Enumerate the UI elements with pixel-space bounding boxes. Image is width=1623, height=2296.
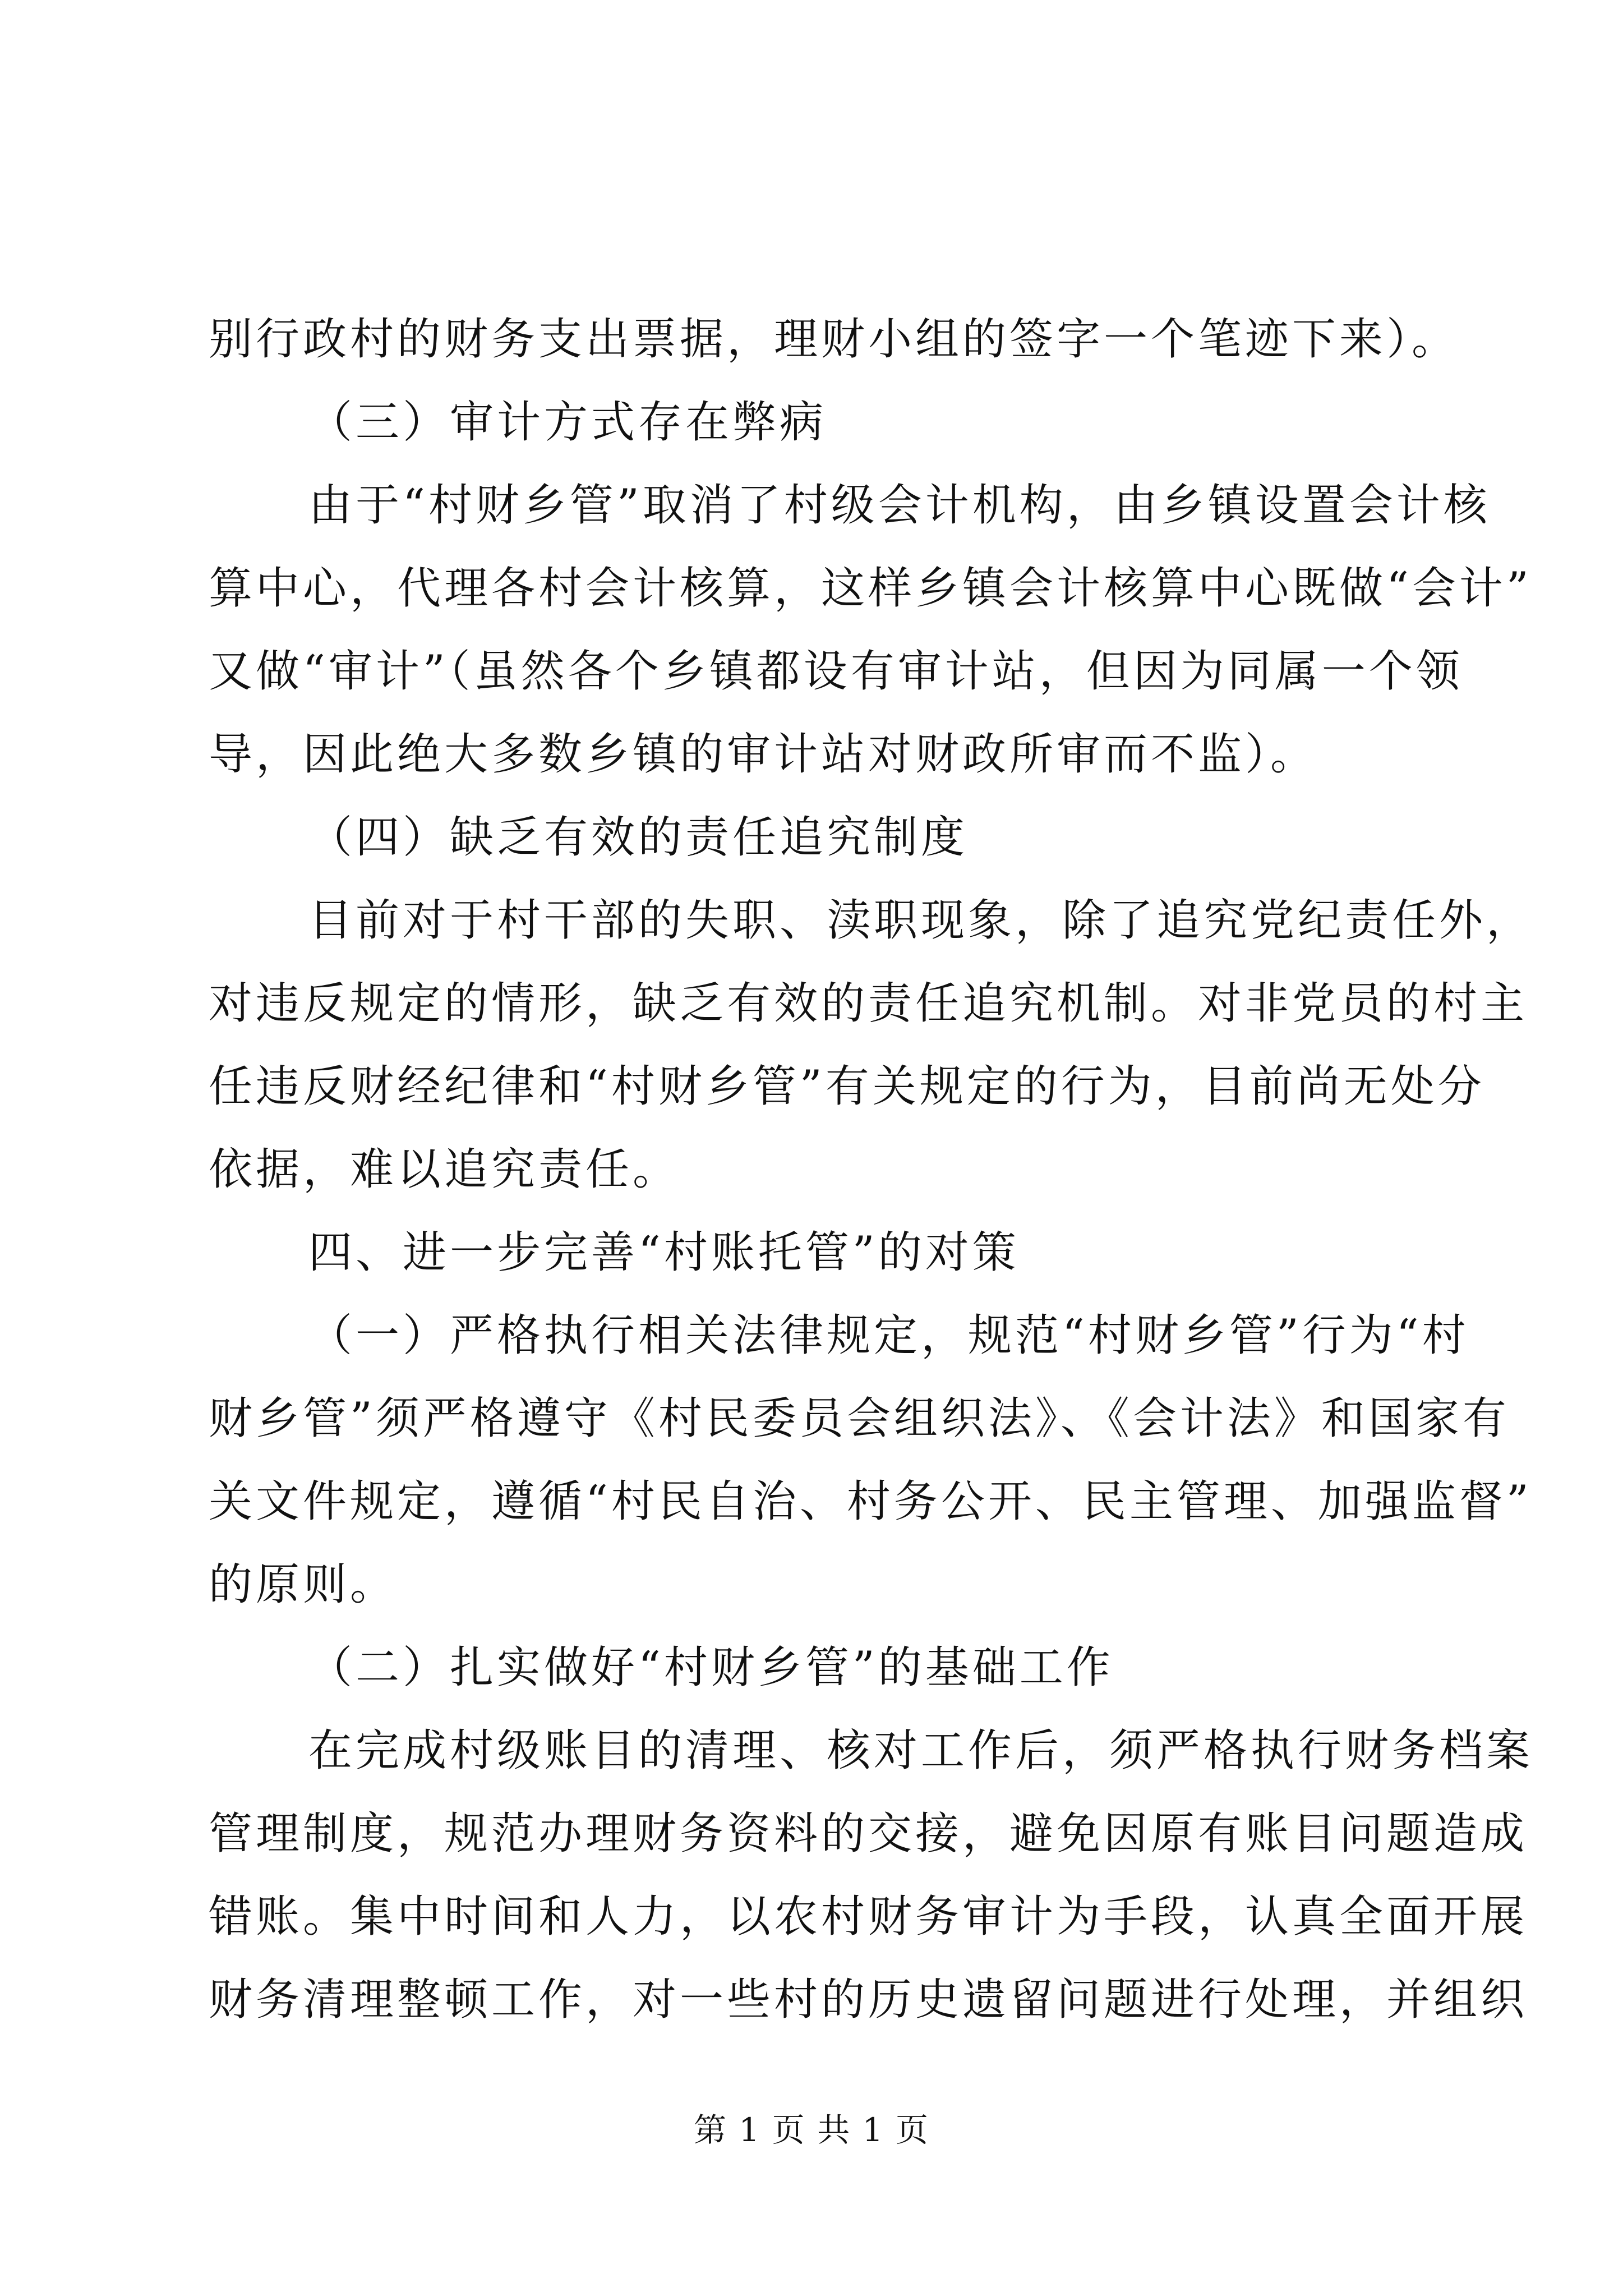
paragraph-line: 别行政村的财务支出票据，理财小组的签字一个笔迹下来）。 [209, 314, 1459, 365]
paragraph-line: 财务清理整顿工作，对一些村的历史遗留问题进行处理，并组织 [209, 1975, 1528, 2025]
section-heading: （四）缺乏有效的责任追究制度 [308, 812, 969, 863]
section-heading: （三）审计方式存在弊病 [308, 397, 827, 448]
paragraph-line: 导，因此绝大多数乡镇的审计站对财政所审而不监）。 [209, 729, 1318, 780]
section-heading: 四、进一步完善“村账托管”的对策 [308, 1227, 1020, 1278]
paragraph-line: （一）严格执行相关法律规定，规范“村财乡管”行为“村 [308, 1310, 1469, 1361]
paragraph-line: 在完成村级账目的清理、核对工作后，须严格执行财务档案 [308, 1726, 1534, 1776]
page-footer: 第 1 页 共 1 页 [694, 2111, 929, 2149]
paragraph-line: 任违反财经纪律和“村财乡管”有关规定的行为，目前尚无处分 [209, 1061, 1485, 1112]
section-heading: （二）扎实做好“村财乡管”的基础工作 [308, 1642, 1114, 1693]
paragraph-line: 算中心，代理各村会计核算，这样乡镇会计核算中心既做“会计” [209, 563, 1532, 614]
paragraph-line: 关文件规定，遵循“村民自治、村务公开、民主管理、加强监督” [209, 1476, 1532, 1527]
paragraph-line: 错账。集中时间和人力，以农村财务审计为手段，认真全面开展 [209, 1892, 1528, 1942]
paragraph-line: 管理制度，规范办理财务资料的交接，避免因原有账目问题造成 [209, 1809, 1528, 1859]
paragraph-line: 财乡管”须严格遵守《村民委员会组织法》、《会计法》和国家有 [209, 1393, 1510, 1444]
paragraph-line: 的原则。 [209, 1559, 398, 1610]
paragraph-line: 对违反规定的情形，缺乏有效的责任追究机制。对非党员的村主 [209, 978, 1528, 1029]
paragraph-line: 目前对于村干部的失职、渎职现象，除了追究党纪责任外， [308, 895, 1534, 946]
paragraph-line: 由于“村财乡管”取消了村级会计机构，由乡镇设置会计核 [308, 480, 1491, 531]
paragraph-line: 又做“审计”（虽然各个乡镇都设有审计站，但因为同属一个领 [209, 646, 1463, 697]
paragraph-line: 依据，难以追究责任。 [209, 1144, 680, 1195]
